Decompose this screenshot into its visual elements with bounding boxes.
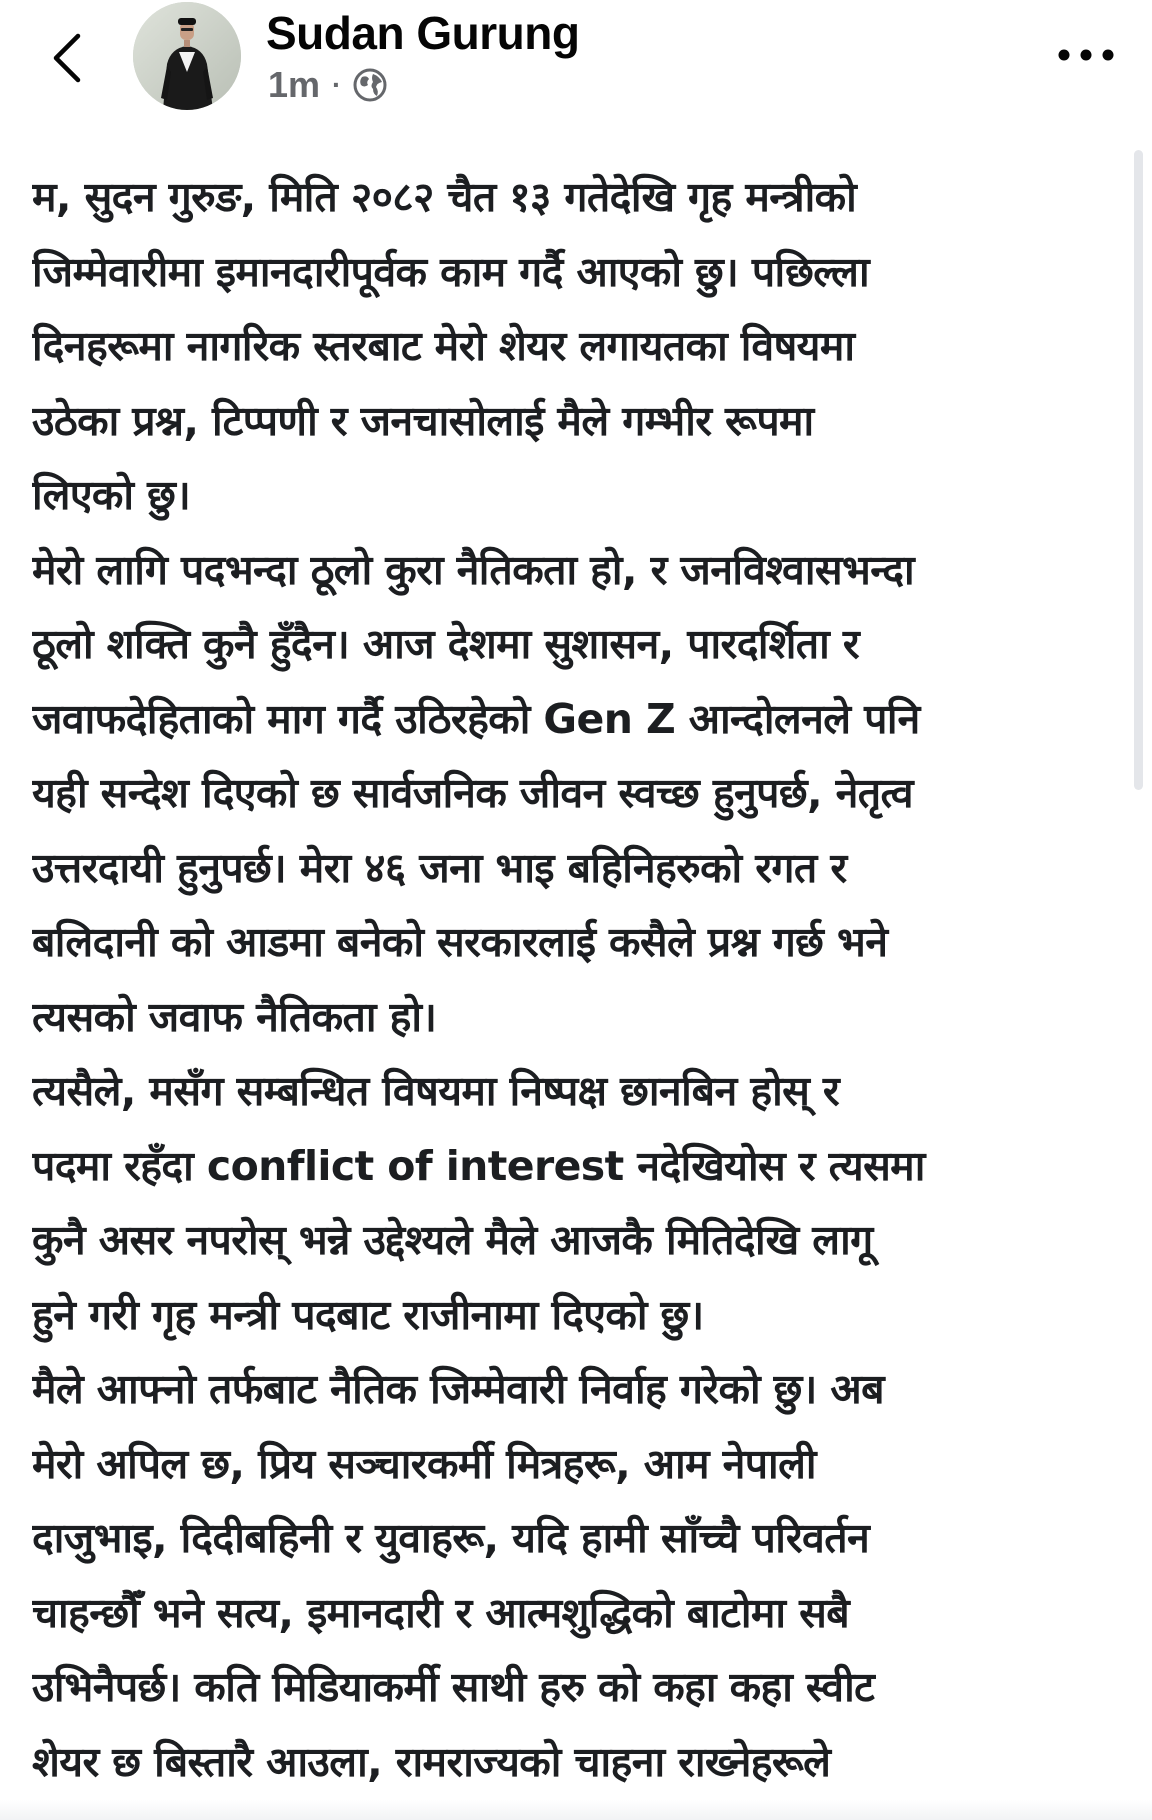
post-line: त्यसैले, मसँग सम्बन्धित विषयमा निष्पक्ष छानबिन होस् र (32, 1067, 840, 1115)
post-line: उभिनैपर्छ। कति मिडियाकर्मी साथी हरु को कहा कहा स्वीट (32, 1663, 875, 1711)
post-line: मैले आफ्नो तर्फबाट नैतिक जिम्मेवारी निर्वाह गरेको छु। अब (32, 1365, 884, 1413)
post-line: मेरो लागि पदभन्दा ठूलो कुरा नैतिकता हो, र जनविश्वासभन्दा (32, 545, 915, 594)
post-line: पदमा रहँदा conflict of interest नदेखियोस र त्यसमा (32, 1141, 925, 1190)
back-button[interactable] (38, 18, 98, 98)
post-line: लिएको छु। (32, 471, 191, 519)
globe-icon (351, 66, 389, 104)
post-line: जवाफदेहिताको माग गर्दै उठिरहेको Gen Z आन्दोलनले पनि (32, 694, 920, 743)
more-horizontal-icon (1056, 48, 1116, 62)
more-options-button[interactable] (1048, 30, 1124, 80)
post-line: शेयर छ बिस्तारै आउला, रामराज्यको चाहना राख्नेहरूले (32, 1737, 831, 1786)
post-line: यही सन्देश दिएको छ सार्वजनिक जीवन स्वच्छ हुनुपर्छ, नेतृत्व (32, 769, 914, 817)
post-meta (268, 62, 389, 108)
author-name[interactable]: Sudan Gurung (266, 7, 580, 59)
bottom-edge (0, 1800, 1152, 1820)
post-line: म, सुदन गुरुङ, मिति २०८२ चैत १३ गतेदेखि गृह मन्त्रीको (32, 173, 857, 221)
post-line: हुने गरी गृह मन्त्री पदबाट राजीनामा दिएको छु। (32, 1290, 704, 1339)
post-line: त्यसको जवाफ नैतिकता हो। (32, 992, 437, 1041)
chevron-left-icon (48, 28, 88, 88)
post-line: दिनहरूमा नागरिक स्तरबाट मेरो शेयर लगायतका विषयमा (32, 322, 855, 370)
post-line: कुनै असर नपरोस् भन्ने उद्देश्यले मैले आजकै मितिदेखि लागू (32, 1216, 873, 1264)
post-line: मेरो अपिल छ, प्रिय सञ्चारकर्मी मित्रहरू, आम नेपाली (32, 1439, 816, 1488)
post-line: जिम्मेवारीमा इमानदारीपूर्वक काम गर्दै आएको छु। पछिल्ला (32, 247, 869, 296)
avatar[interactable] (133, 2, 241, 110)
meta-separator: · (332, 69, 342, 100)
post-line: बलिदानी को आडमा बनेको सरकारलाई कसैले प्रश्न गर्छ भने (32, 918, 888, 966)
post-line: ठूलो शक्ति कुनै हुँदैन। आज देशमा सुशासन, पारदर्शिता र (32, 620, 860, 668)
scrollbar[interactable] (1134, 150, 1143, 790)
avatar-photo (133, 2, 241, 110)
post-line: दाजुभाइ, दिदीबहिनी र युवाहरू, यदि हामी साँच्चै परिवर्तन (32, 1514, 870, 1562)
post-header (0, 0, 1152, 128)
post-timestamp[interactable]: 1m (268, 64, 321, 105)
post-body (32, 160, 1122, 1800)
post-line: चाहन्छौँ भने सत्य, इमानदारी र आत्मशुद्धिको बाटोमा सबै (32, 1588, 850, 1637)
post-line: उत्तरदायी हुनुपर्छ। मेरा ४६ जना भाइ बहिनिहरुको रगत र (32, 843, 847, 892)
post-line: उठेका प्रश्न, टिप्पणी र जनचासोलाई मैले गम्भीर रूपमा (32, 396, 814, 445)
